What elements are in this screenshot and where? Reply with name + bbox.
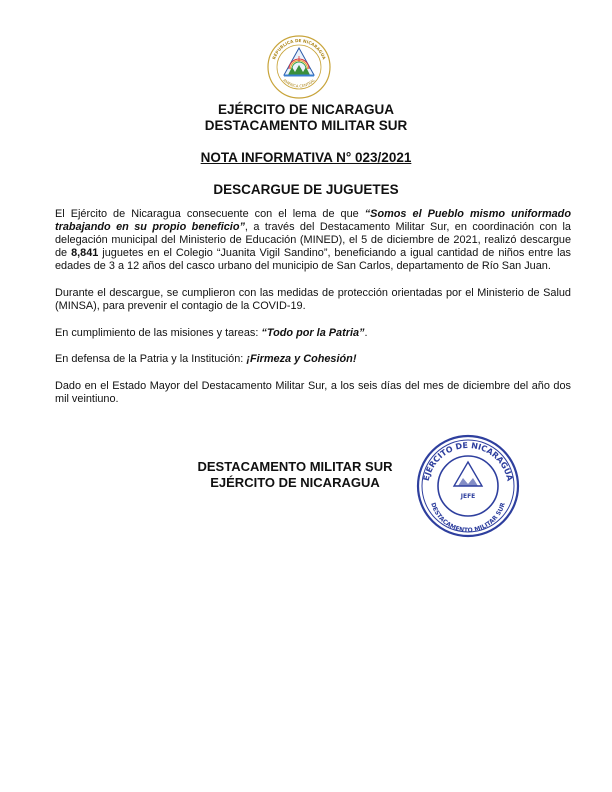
header-unit-title: DESTACAMENTO MILITAR SUR (204, 118, 408, 133)
svg-text:EJÉRCITO DE NICARAGUA: EJÉRCITO DE NICARAGUA (421, 440, 515, 482)
signature-unit: DESTACAMENTO MILITAR SUR (197, 459, 393, 474)
paragraph-1-text-c: juguetes en el Colegio “Juanita Vigil Sandino”, beneficiando a igual cantidad de niños entre las edades de 3 a 12 años del casco urbano del municipio de San Carlos, departamento de Río San Juan. (55, 247, 572, 273)
paragraph-3-text-a: En cumplimiento de las misiones y tareas: (55, 326, 262, 339)
nicaragua-coat-of-arms-icon (266, 34, 332, 100)
paragraph-5: Dado en el Estado Mayor del Destacamento Militar Sur, a los seis días del mes de diciembre del año dos mil veintiuno. (55, 379, 571, 405)
svg-text:DESTACAMENTO MILITAR SUR: DESTACAMENTO MILITAR SUR (429, 501, 507, 535)
paragraph-1-text-a: El Ejército de Nicaragua consecuente con el lema de que (55, 208, 365, 220)
header-org-title: EJÉRCITO DE NICARAGUA (217, 102, 395, 117)
paragraph-4 (55, 353, 571, 366)
svg-text:JEFE: JEFE (460, 493, 476, 500)
firmeza-quote: ¡Firmeza y Cohesión! (246, 353, 357, 366)
paragraph-2: Durante el descargue, se cumplieron con las medidas de protección orientadas por el Ministerio de Salud (MINSA), para prevenir el contagio de la COVID-19. (55, 286, 571, 313)
paragraph-3 (55, 327, 571, 340)
paragraph-1 (55, 208, 571, 273)
signature-org: EJÉRCITO DE NICARAGUA (210, 475, 380, 490)
paragraph-3-text-b: . (364, 326, 368, 339)
svg-text:AMERICA CENTRAL: AMERICA CENTRAL (282, 77, 316, 89)
svg-text:REPUBLICA DE NICARAGUA: REPUBLICA DE NICARAGUA (271, 37, 327, 61)
nota-number-title: NOTA INFORMATIVA N° 023/2021 (200, 150, 412, 165)
paragraph-4-text-a: En defensa de la Patria y la Institución: (55, 353, 247, 366)
patria-quote: “Todo por la Patria” (261, 326, 365, 339)
toy-count: 8,841 (71, 247, 99, 260)
motto-quote: “Somos el Pueblo mismo uniformado trabajando en su propio beneficio” (55, 208, 571, 234)
document-subtitle: DESCARGUE DE JUGUETES (213, 182, 399, 197)
official-stamp-icon (414, 432, 522, 540)
document-body (55, 208, 571, 420)
paragraph-1-text-b: , a través del Destacamento Militar Sur, en coordinación con la delegación municipal del Ministerio de Educación (MINED), el 5 de diciembre de 2021, realizó descargue de (55, 221, 571, 260)
